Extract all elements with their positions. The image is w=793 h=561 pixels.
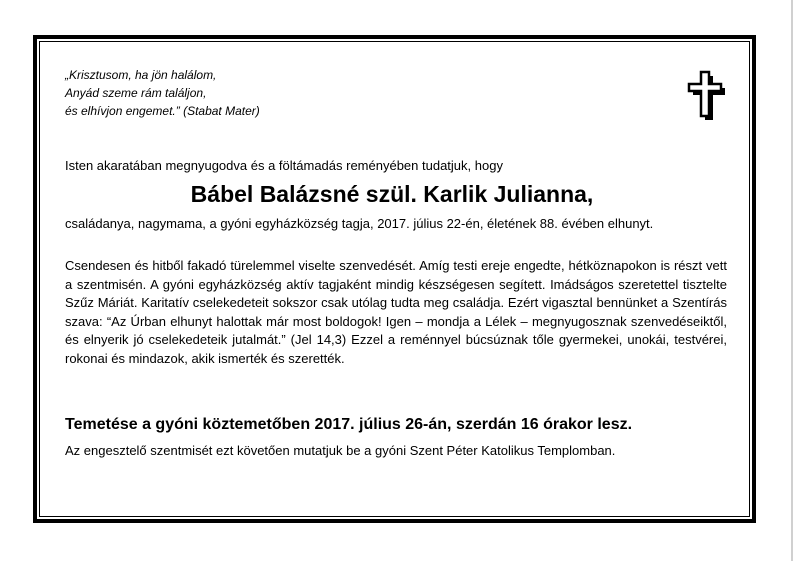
motto-block <box>65 66 719 120</box>
motto-line-2: Anyád szeme rám találjon, <box>65 86 207 100</box>
deceased-name: Bábel Balázsné szül. Karlik Julianna, <box>190 181 594 207</box>
tribute-paragraph: Csendesen és hitből fakadó türelemmel viselte szenvedését. Amíg testi ereje engedte, hétköznapokon is részt vett a szentmisén. A gyóni egyházközség aktív tagjaként mindig készségesen segített. Imádságos szeretettel tisztelte Szűz Máriát. Karitatív cselekedeteit sokszor csak utólag tudta meg családja. Ezért vigasztal bennünket a Szentírás szava: “Az Úrban elhunyt halottak már most boldogok! Igen – mondja a Lélek – megnyugosznak szenvedéseiktől, és elnyerik jó cselekedeteik jutalmát.” (Jel 14,3) Ezzel a reménnyel búcsúznak tőle gyermekei, unokái, testvérei, rokonai és mindazok, akik ismerték és szerették. <box>65 258 727 366</box>
death-details: családanya, nagymama, a gyóni egyházközség tagja, 2017. július 22-én, életének 88. évében elhunyt. <box>65 216 654 231</box>
motto-quote <box>65 66 719 120</box>
intro-text: Isten akaratában megnyugodva és a föltámadás reményében tudatjuk, hogy <box>65 158 503 173</box>
motto-line-1: „Krisztusom, ha jön halálom, <box>65 68 217 82</box>
mass-notice: Az engesztelő szentmisét ezt követően mutatjuk be a gyóni Szent Péter Katolikus Templomban. <box>65 443 616 458</box>
funeral-notice: Temetése a gyóni köztemetőben 2017. július 26-án, szerdán 16 órakor lesz. <box>65 416 633 433</box>
cross-icon <box>686 70 726 120</box>
motto-line-3: és elhívjon engemet.” (Stabat Mater) <box>65 104 260 118</box>
